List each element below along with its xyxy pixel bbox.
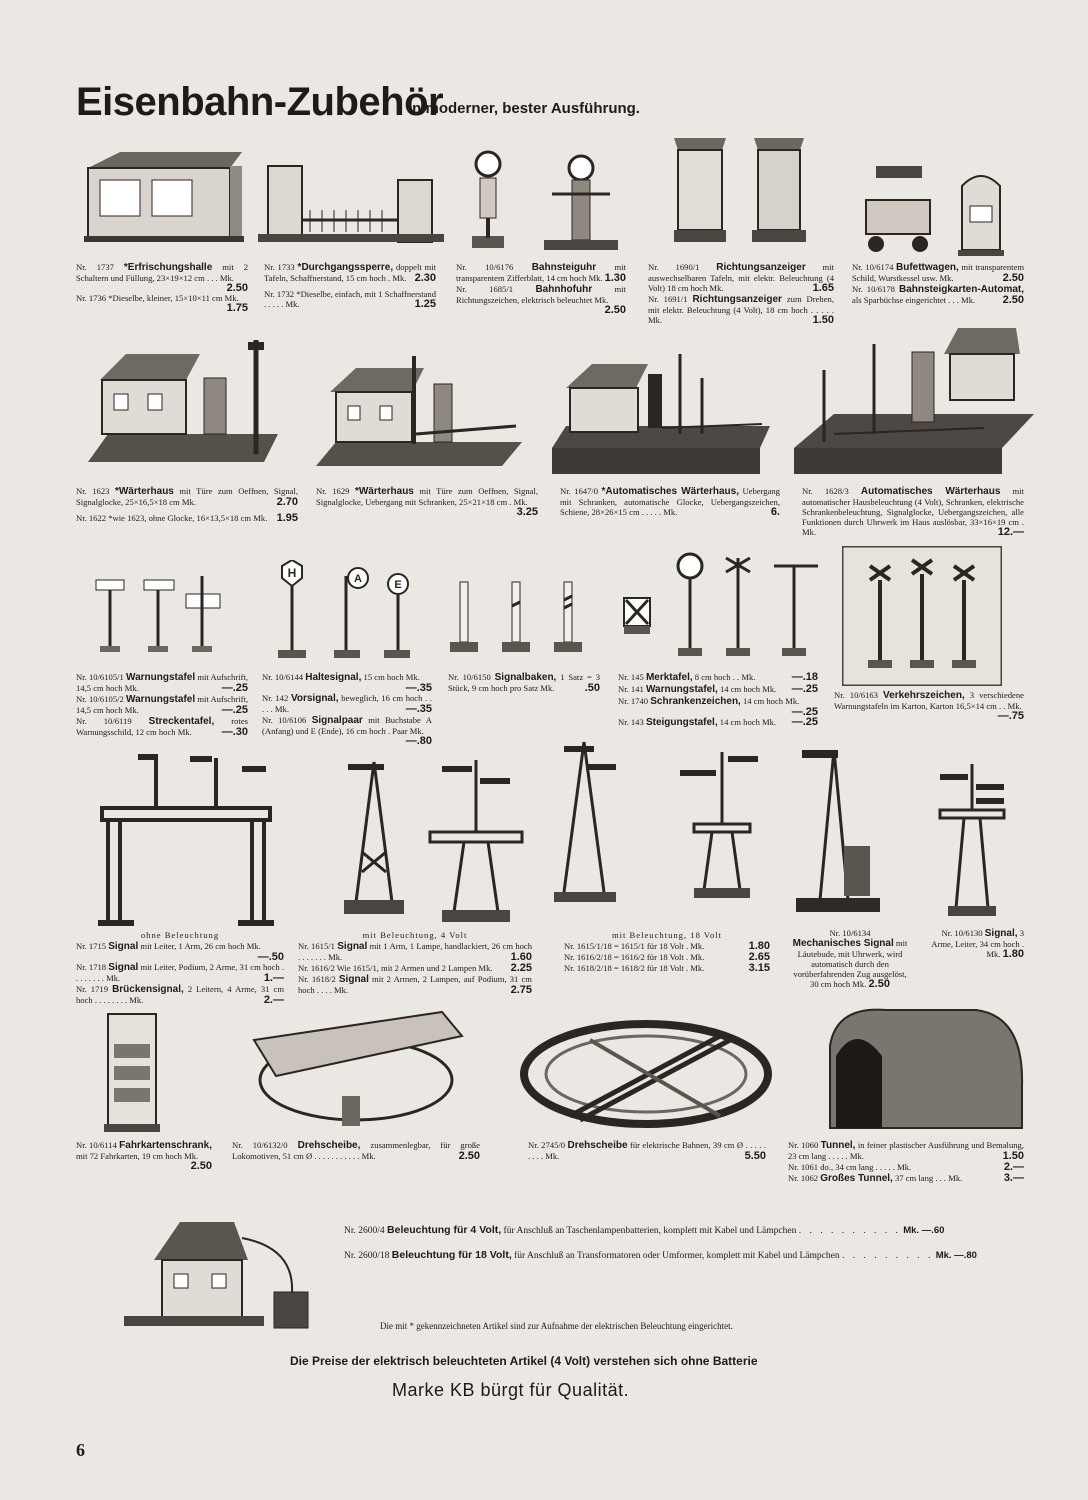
- item-name: Tunnel,: [820, 1140, 856, 1151]
- caption-6105: [76, 672, 248, 738]
- item-name: Beleuchtung für 4 Volt,: [387, 1224, 502, 1236]
- item-description: zusammenlegbar, für große Lokomotiven, 51 cm Ø . . . . . . . . . . . Mk.: [232, 1140, 480, 1161]
- item-name: *Automatisches Wärterhaus,: [601, 486, 739, 497]
- item-price: —.35: [405, 703, 432, 715]
- item-description: mit Aufschrift, 14,5 cm hoch Mk.: [76, 672, 248, 693]
- leader-dots: . . . . . . . . .: [841, 1251, 934, 1261]
- item-name: Signal,: [984, 928, 1018, 939]
- signal-house-1623-image: [88, 334, 284, 480]
- item-description: doppelt mit Tafeln, Schaffnerstand, 15 cm hoch . Mk.: [264, 262, 436, 283]
- lighting-4v-line: [344, 1224, 944, 1237]
- asterisk-note: Die mit * gekennzeichneten Artikel sind zur Aufnahme der elektrischen Beleuchtung eingerichtet.: [380, 1321, 733, 1331]
- item-description: mit auswechselbaren Tafeln, mit elektr. Beleuchtung (4 Volt) 18 cm hoch Mk.: [648, 262, 834, 293]
- item-description: für Anschluß an Taschenlampenbatterien, komplett mit Kabel und Lämpchen: [503, 1226, 797, 1236]
- caption-6144: [262, 672, 432, 746]
- item-name: Richtungsanzeiger: [716, 262, 806, 273]
- item-price: —.25: [791, 706, 818, 718]
- automatic-signal-house-1628-image: [794, 324, 1034, 480]
- item-name: Haltesignal,: [305, 672, 362, 683]
- item-price: 2.30: [414, 272, 436, 284]
- item-price: 1.95: [276, 512, 298, 524]
- direction-indicator-1-image: [668, 138, 732, 246]
- item-description: *wie 1623, ohne Glocke, 16×13,5×18 cm Mk.: [108, 513, 268, 523]
- sign-letter: E: [394, 579, 402, 591]
- item-description: zum Drehen, mit elektr. Beleuchtung (4 Volt), 18 cm hoch . . . . . Mk.: [648, 294, 834, 325]
- tunnel-image: [826, 1006, 1024, 1130]
- item-price: 2.50: [868, 978, 890, 990]
- item-price: 3.25: [516, 506, 538, 518]
- item-number: Nr. 1061: [788, 1162, 819, 1172]
- item-price: —.75: [997, 710, 1024, 722]
- caption-1690: [648, 262, 834, 326]
- item-price: —.25: [221, 682, 248, 694]
- item-name: Signal: [108, 941, 139, 952]
- caption-heading: mit Beleuchtung, 18 Volt: [611, 930, 723, 940]
- item-description: 1 Satz = 3 Stück, 9 cm hoch pro Satz Mk.: [448, 672, 600, 693]
- automatic-signal-house-1647-image: [552, 348, 770, 480]
- item-price: 2.75: [510, 984, 532, 996]
- item-description: mit Leiter, Podium, 2 Arme, 31 cm hoch . . . . . . . . Mk.: [76, 962, 284, 983]
- item-number: Nr. 1062: [788, 1173, 819, 1183]
- item-description: Nr. 1616/2/18 = 1616/2 für 18 Volt . Mk.: [564, 952, 705, 962]
- item-description: Nr. 1618/2/18 = 1618/2 für 18 Volt . Mk.: [564, 963, 705, 973]
- signal-beacons-image: [446, 576, 586, 660]
- sign-letter: A: [354, 573, 362, 585]
- caption-6130: [924, 928, 1024, 960]
- item-number: Nr. 10/6119: [76, 716, 132, 726]
- item-price: —.18: [791, 671, 818, 683]
- item-name: *Wärterhaus: [114, 486, 174, 497]
- item-description: beweglich, 16 cm hoch . . . . . Mk.: [262, 693, 432, 714]
- item-price: 1.80: [748, 940, 770, 952]
- item-description: mit Aufschrift, 14,5 cm hoch Mk.: [76, 694, 248, 715]
- item-name: Mechanisches Signal: [792, 938, 894, 949]
- caption-1623: [76, 486, 298, 524]
- item-description: Nr. 1615/1/18 = 1615/1 für 18 Volt . Mk.: [564, 941, 705, 951]
- caption-6150: [448, 672, 600, 694]
- double-barrier-image: [258, 160, 444, 248]
- item-description: 14 cm hoch Mk.: [719, 717, 777, 727]
- item-price: 1.65: [812, 282, 834, 294]
- caption-heading: mit Beleuchtung, 4 Volt: [362, 930, 468, 940]
- caption-1647: [560, 486, 780, 518]
- caption-1615: [298, 930, 532, 996]
- item-price: 2.50: [190, 1160, 212, 1172]
- item-description: mit Türe zum Oeffnen, Signal, Signalglocke, 25×16,5×18 cm Mk.: [76, 486, 298, 507]
- item-price: —.35: [405, 682, 432, 694]
- item-description: mit Leiter, 1 Arm, 26 cm hoch Mk.: [140, 941, 261, 951]
- item-description: 3 verschiedene Warnungstafeln im Karton, Karton 16,5×14 cm . . Mk.: [834, 690, 1024, 711]
- caption-1733: [264, 262, 436, 310]
- item-description: 3 Arme, Leiter, 34 cm hoch . Mk.: [931, 928, 1024, 959]
- item-price: 2.50: [1002, 272, 1024, 284]
- item-name: Drehscheibe,: [297, 1140, 361, 1151]
- item-number: Nr. 10/6106: [262, 715, 307, 725]
- item-name: Großes Tunnel,: [820, 1173, 893, 1184]
- page-title: Eisenbahn-Zubehör: [76, 80, 444, 124]
- buffet-cart-image: [852, 160, 942, 256]
- item-number: Nr. 1615/1: [298, 941, 335, 951]
- item-number: Nr. 1719: [76, 984, 108, 994]
- caption-1715: [76, 930, 284, 1006]
- caption-1628: [802, 486, 1024, 538]
- brand-slogan: Marke KB bürgt für Qualität.: [392, 1380, 630, 1400]
- item-description: 8 cm hoch . . Mk.: [694, 672, 756, 682]
- caption-1629: [316, 486, 538, 517]
- item-price: —.30: [221, 726, 248, 738]
- item-number: Nr. 141: [618, 684, 644, 694]
- item-name: Warnungstafel,: [645, 684, 718, 695]
- item-price: —.25: [221, 704, 248, 716]
- item-number: Nr. 10/6105/1: [76, 672, 124, 682]
- item-name: Streckentafel,: [148, 716, 215, 727]
- item-description: als Sparbüchse eingerichtet . . . Mk.: [852, 295, 976, 305]
- ticket-machine-image: [956, 166, 1006, 258]
- item-description: 14 cm hoch Mk.: [742, 696, 800, 706]
- item-description: für elektrische Bahnen, 39 cm Ø . . . . . . . . . Mk.: [528, 1140, 766, 1161]
- item-price: 1.50: [1002, 1150, 1024, 1162]
- lit-signal-1618-image: [424, 756, 528, 926]
- item-description: *Dieselbe, kleiner, 15×10×11 cm Mk.: [108, 293, 239, 303]
- item-description: mit Buchstabe A (Anfang) und E (Ende), 16 cm hoch . Paar Mk.: [262, 715, 432, 736]
- item-price: —.80: [405, 735, 432, 747]
- item-description: mit Türe zum Oeffnen, Signal, Signalglocke, Uebergang mit Schranken, 25×21×18 cm . Mk.: [316, 486, 538, 507]
- item-price: 3.15: [748, 962, 770, 974]
- item-description: mit automatischer Hausbeleuchtung (4 Volt), Schranken, elektrische Schrankenbeleuchtung, Signalglocke, Uebergangszeichen, alle Funktionen durch Uhrwerk im Haus auslösbar, 33×16×19 cm . Mk.: [802, 486, 1024, 537]
- item-number: Nr. 10/6150: [448, 672, 491, 682]
- item-number: Nr. 10/6163: [834, 690, 878, 700]
- item-number: Nr. 1618/2: [298, 974, 336, 984]
- lit-signal-18v-1-image: [550, 736, 620, 906]
- item-price: 1.80: [1002, 948, 1024, 960]
- turntable-locomotive-image: [246, 1010, 470, 1128]
- item-name: Beleuchtung für 18 Volt,: [391, 1249, 512, 1261]
- item-name: Bahnhofuhr: [535, 284, 593, 295]
- ticket-cabinet-image: [104, 1010, 160, 1134]
- item-name: Bahnsteigkarten-Automat,: [898, 284, 1024, 295]
- item-number: Nr. 10/6130: [941, 928, 983, 938]
- item-description: mit transparentem Schild, Wurstkessel usw. Mk.: [852, 262, 1024, 283]
- direction-indicator-2-image: [748, 138, 810, 246]
- item-name: Brückensignal,: [112, 984, 184, 995]
- item-name: Signalpaar: [311, 715, 363, 726]
- item-number: Nr. 1732: [264, 289, 295, 299]
- item-number: Nr. 145: [618, 672, 644, 682]
- item-number: Nr. 1685/1: [456, 284, 514, 294]
- item-description: in feiner plastischer Ausführung und Bemalung, 23 cm lang . . . . . Mk.: [788, 1140, 1024, 1161]
- caption-6174: [852, 262, 1024, 306]
- item-description: mit 2 Armen, 2 Lampen, auf Podium, 31 cm hoch . . . . Mk.: [298, 974, 532, 995]
- item-price: 12.—: [997, 526, 1024, 538]
- platform-clock-image: [468, 148, 508, 252]
- caption-6134: [788, 928, 912, 990]
- item-number: Nr. 10/6114: [76, 1140, 117, 1150]
- signal-house-1629-image: [316, 354, 522, 484]
- item-name: Vorsignal,: [290, 693, 339, 704]
- item-description: mit 1 Arm, 1 Lampe, handlackiert, 26 cm hoch . . . . . . . Mk.: [298, 941, 533, 962]
- item-name: Signal: [108, 962, 139, 973]
- item-name: Steigungstafel,: [645, 717, 718, 728]
- item-number: Nr. 2600/4: [344, 1226, 385, 1236]
- leader-dots: . . . . . . . . . .: [798, 1226, 901, 1236]
- caption-145: [618, 672, 818, 729]
- lighting-18v-line: [344, 1249, 977, 1262]
- caption-heading: ohne Beleuchtung: [140, 930, 220, 940]
- item-number: Nr. 1691/1: [648, 294, 688, 304]
- mechanical-signal-image: [794, 730, 884, 918]
- item-description: mit transparentem Zifferblatt, 14 cm hoch Mk.: [456, 262, 626, 283]
- item-description: Wie 1615/1, mit 2 Armen und 2 Lampen Mk.: [336, 963, 493, 973]
- item-number: Nr. 2600/18: [344, 1251, 390, 1261]
- item-number: Nr. 1737: [76, 262, 114, 272]
- item-price: Mk. —.60: [903, 1225, 945, 1236]
- item-description: 14 cm hoch Mk.: [719, 684, 777, 694]
- item-price: 1.75: [226, 302, 248, 314]
- halt-and-distant-signals-image: [266, 560, 426, 664]
- item-name: Fahrkartenschrank,: [119, 1140, 212, 1151]
- item-name: Automatisches Wärterhaus: [860, 486, 1001, 497]
- item-name: Merktafel,: [645, 672, 693, 683]
- item-description: mit 2 Schaltern und Füllung, 23×19×12 cm . . . Mk.: [76, 262, 248, 283]
- item-description: 37 cm lang . . . Mk.: [895, 1173, 963, 1183]
- item-number: Nr. 10/6178: [852, 284, 895, 294]
- item-name: Signal: [338, 974, 369, 985]
- lit-signal-1615-image: [326, 752, 422, 922]
- item-number: Nr. 1647/0: [560, 486, 599, 496]
- item-description: mit Läutebude, mit Uhrwerk, wird automatisch durch den vorüberfahrenden Zug ausgelöst, 30 cm hoch Mk.: [793, 938, 908, 989]
- bridge-signal-image: [92, 744, 280, 930]
- item-number: Nr. 1623: [76, 486, 110, 496]
- item-number: Nr. 1690/1: [648, 262, 700, 272]
- item-number: Nr. 1622: [76, 513, 107, 523]
- caption-6163: [834, 690, 1024, 721]
- item-price: 2.—: [1003, 1161, 1024, 1173]
- item-price: Mk. —.80: [935, 1250, 977, 1261]
- item-name: Signalbaken,: [494, 672, 557, 683]
- item-number: Nr. 143: [618, 717, 644, 727]
- house-with-lighting-image: [124, 1218, 324, 1334]
- item-name: Warnungstafel: [126, 672, 196, 683]
- item-number: Nr. 10/6105/2: [76, 694, 124, 704]
- item-description: rotes Warnungsschild, 12 cm hoch Mk.: [76, 716, 248, 737]
- traffic-signs-box-image: [842, 546, 1002, 686]
- item-description: für Anschluß an Transformatoren oder Umformer, komplett mit Kabel und Lämpchen: [514, 1251, 840, 1261]
- item-price: 1.—: [263, 972, 284, 984]
- electric-turntable-image: [520, 1020, 772, 1130]
- item-price: 5.50: [744, 1150, 766, 1162]
- item-description: *Dieselbe, einfach, mit 1 Schaffnerstand . . . . . Mk.: [264, 289, 436, 309]
- item-name: Verkehrszeichen,: [883, 690, 965, 701]
- refreshment-stand-image: [80, 148, 250, 244]
- item-price: 2.65: [748, 951, 770, 963]
- item-name: Richtungsanzeiger: [692, 294, 782, 305]
- item-price: 1.50: [812, 314, 834, 326]
- station-clock-image: [536, 150, 626, 254]
- item-price: —.25: [791, 683, 818, 695]
- item-number: Nr. 1715: [76, 941, 107, 951]
- three-arm-signal-image: [936, 760, 1008, 920]
- item-name: *Erfrischungshalle: [123, 262, 213, 273]
- item-price: 2.70: [276, 496, 298, 508]
- caption-6176: [456, 262, 626, 315]
- item-name: Warnungstafel: [126, 694, 196, 705]
- item-number: Nr. 1629: [316, 486, 350, 496]
- caption-6132: [232, 1140, 480, 1162]
- item-number: Nr. 1628/3: [802, 486, 849, 496]
- item-price: —.50: [257, 951, 284, 963]
- item-name: *Wärterhaus: [354, 486, 414, 497]
- battery-note: Die Preise der elektrisch beleuchteten Artikel (4 Volt) verstehen sich ohne Batterie: [290, 1354, 758, 1368]
- item-description: mit Richtungszeichen, elektrisch beleuchtet Mk.: [456, 284, 626, 305]
- item-price: 2.50: [1002, 294, 1024, 306]
- item-name: *Durchgangssperre,: [297, 262, 394, 273]
- item-name: Bufettwagen,: [896, 262, 959, 273]
- item-name: Schrankenzeichen,: [650, 696, 741, 707]
- item-price: —.25: [791, 716, 818, 728]
- item-number: Nr. 2745/0: [528, 1140, 566, 1150]
- item-price: 2.—: [263, 994, 284, 1006]
- item-number: Nr. 10/6144: [262, 672, 304, 682]
- item-price: .50: [584, 682, 600, 694]
- item-number: Nr. 1733: [264, 262, 295, 272]
- item-description: Uebergang mit Schranken, automatische Glocke, Uebergangszeichen, Schiene, 28×26×15 cm . . . . . Mk.: [560, 486, 780, 517]
- item-number: Nr. 10/6174: [852, 262, 894, 272]
- item-number: Nr. 10/6132/0: [232, 1140, 288, 1150]
- item-price: 2.50: [458, 1150, 480, 1162]
- item-price: 3.—: [1003, 1172, 1024, 1184]
- item-name: Drehscheibe: [567, 1140, 628, 1151]
- item-price: 2.50: [226, 282, 248, 294]
- page-number: 6: [76, 1440, 85, 1460]
- item-price: 2.50: [604, 304, 626, 316]
- caption-6114: [76, 1140, 212, 1171]
- item-number: Nr. 1740: [618, 696, 649, 706]
- caption-2745: [528, 1140, 766, 1162]
- item-number: Nr. 1736: [76, 293, 107, 303]
- page-subtitle: in moderner, bester Ausführung.: [408, 100, 640, 117]
- caption-1060: [788, 1140, 1024, 1185]
- item-description: 15 cm hoch Mk.: [363, 672, 420, 682]
- item-name: Signal: [337, 941, 368, 952]
- caption-1737: [76, 262, 248, 313]
- item-name: Bahnsteiguhr: [531, 262, 597, 273]
- marker-and-warning-boards-image: [618, 552, 830, 662]
- item-description: do., 34 cm lang . . . . . Mk.: [820, 1162, 912, 1172]
- item-number: Nr. 10/6134: [829, 928, 871, 938]
- item-price: 2.25: [510, 962, 532, 974]
- item-description: mit 72 Fahrkarten, 19 cm hoch Mk.: [76, 1151, 199, 1161]
- item-price: 1.60: [510, 951, 532, 963]
- caption-1615-18: [564, 930, 770, 974]
- item-number: Nr. 1060: [788, 1140, 819, 1150]
- item-description: 2 Leitern, 4 Arme, 31 cm hoch . . . . . . . . Mk.: [76, 984, 284, 1005]
- item-number: Nr. 1718: [76, 962, 107, 972]
- item-price: 6.: [770, 506, 780, 518]
- lit-signal-18v-2-image: [674, 746, 768, 902]
- item-price: 1.30: [604, 272, 626, 284]
- warning-boards-image: [90, 572, 230, 656]
- item-number: Nr. 10/6176: [456, 262, 514, 272]
- sign-letter: H: [287, 566, 297, 580]
- item-price: 1.25: [414, 298, 436, 310]
- item-number: Nr. 1616/2: [298, 963, 335, 973]
- item-number: Nr. 142: [262, 693, 289, 703]
